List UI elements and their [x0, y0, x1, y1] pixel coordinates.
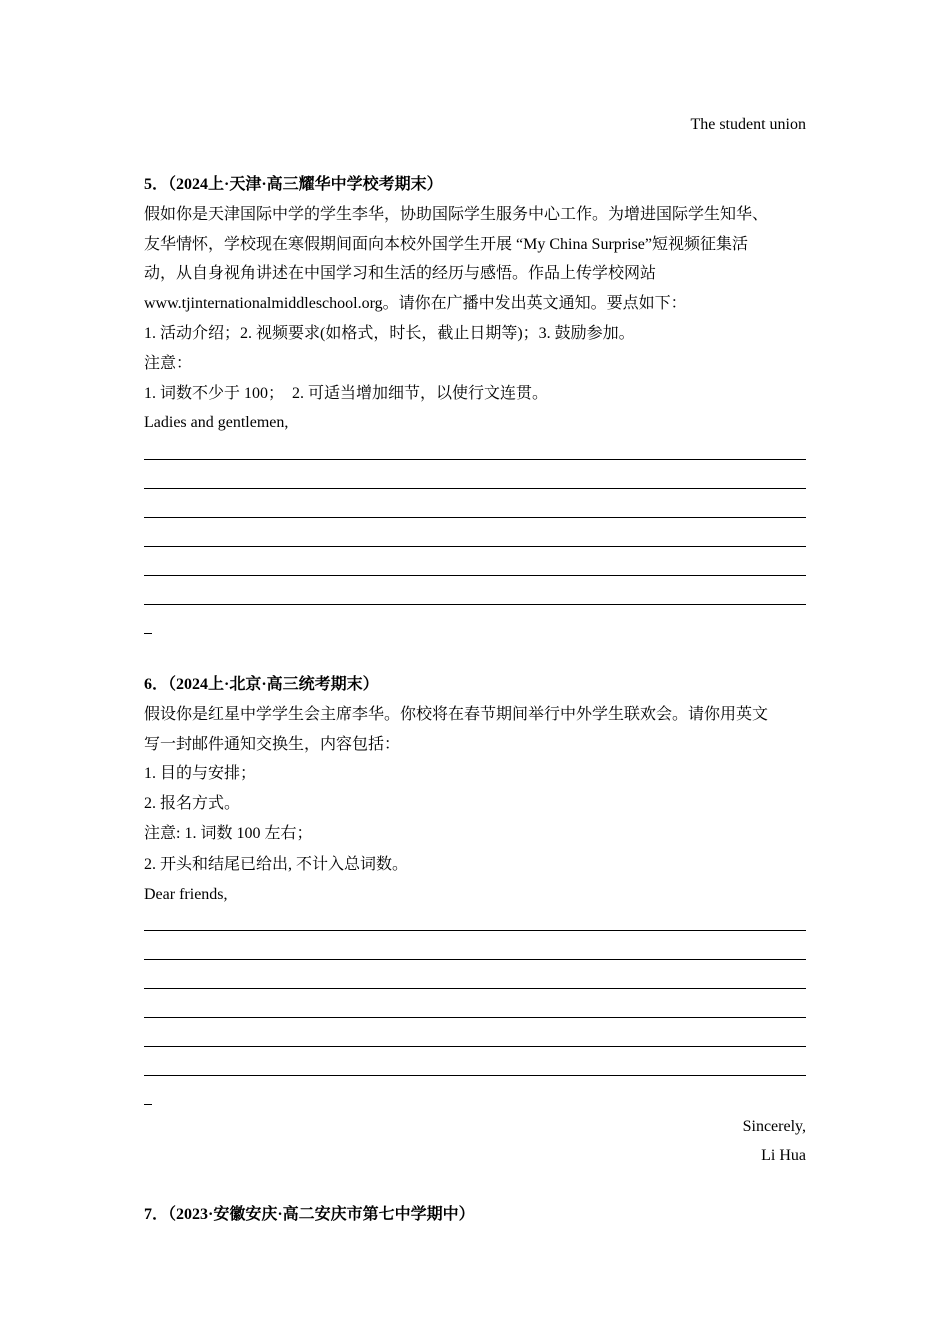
q5-para-line: 1. 活动介绍；2. 视频要求(如格式，时长，截止日期等)；3. 鼓励参加。: [144, 325, 635, 342]
q6-closing: Sincerely,: [742, 1118, 806, 1135]
q5-para-line: 假如你是天津国际中学的学生李华，协助国际学生服务中心工作。为增进国际学生知华、: [144, 206, 769, 223]
answer-line: [144, 1017, 806, 1018]
q6-para-line: 2. 开头和结尾已给出, 不计入总词数。: [144, 856, 409, 873]
q5-para-line: 1. 词数不少于 100； 2. 可适当增加细节，以使行文连贯。: [144, 385, 549, 402]
q6-para-line: 写一封邮件通知交换生，内容包括：: [144, 736, 401, 753]
document-page: [144, 0, 806, 1344]
answer-line: [144, 930, 806, 931]
top-signoff: The student union: [690, 116, 806, 133]
q6-para-line: 假设你是红星中学学生会主席李华。你校将在春节期间举行中外学生联欢会。请你用英文: [144, 706, 769, 723]
q6-header: 6．（2024上·北京·高三统考期末）: [144, 676, 379, 693]
q5-para-line: www.tjinternationalmiddleschool.org。请你在广播中发出英文通知。要点如下：: [144, 295, 687, 312]
answer-line-end: [144, 1104, 152, 1105]
q5-para-line: 动，从自身视角讲述在中国学习和生活的经历与感悟。作品上传学校网站: [144, 265, 657, 282]
q5-greeting: Ladies and gentlemen,: [144, 414, 289, 431]
q5-header: 5．（2024上·天津·高三耀华中学校考期末）: [144, 176, 443, 193]
answer-line: [144, 959, 806, 960]
answer-line: [144, 1075, 806, 1076]
q5-para-line: 友华情怀，学校现在寒假期间面向本校外国学生开展 “My China Surprise”短视频征集活: [144, 236, 748, 253]
answer-line: [144, 517, 806, 518]
q6-para-line: 注意: 1. 词数 100 左右；: [144, 825, 313, 842]
answer-line-end: [144, 633, 152, 634]
answer-line: [144, 988, 806, 989]
q6-greeting: Dear friends,: [144, 886, 228, 903]
q6-para-line: 1. 目的与安排；: [144, 765, 257, 782]
answer-line: [144, 575, 806, 576]
q6-signature: Li Hua: [761, 1147, 806, 1164]
q5-para-line: 注意：: [144, 355, 193, 372]
answer-line: [144, 1046, 806, 1047]
q7-header: 7．（2023·安徽安庆·高二安庆市第七中学期中）: [144, 1206, 475, 1223]
q6-para-line: 2. 报名方式。: [144, 795, 241, 812]
answer-line: [144, 604, 806, 605]
answer-line: [144, 459, 806, 460]
answer-line: [144, 488, 806, 489]
answer-line: [144, 546, 806, 547]
